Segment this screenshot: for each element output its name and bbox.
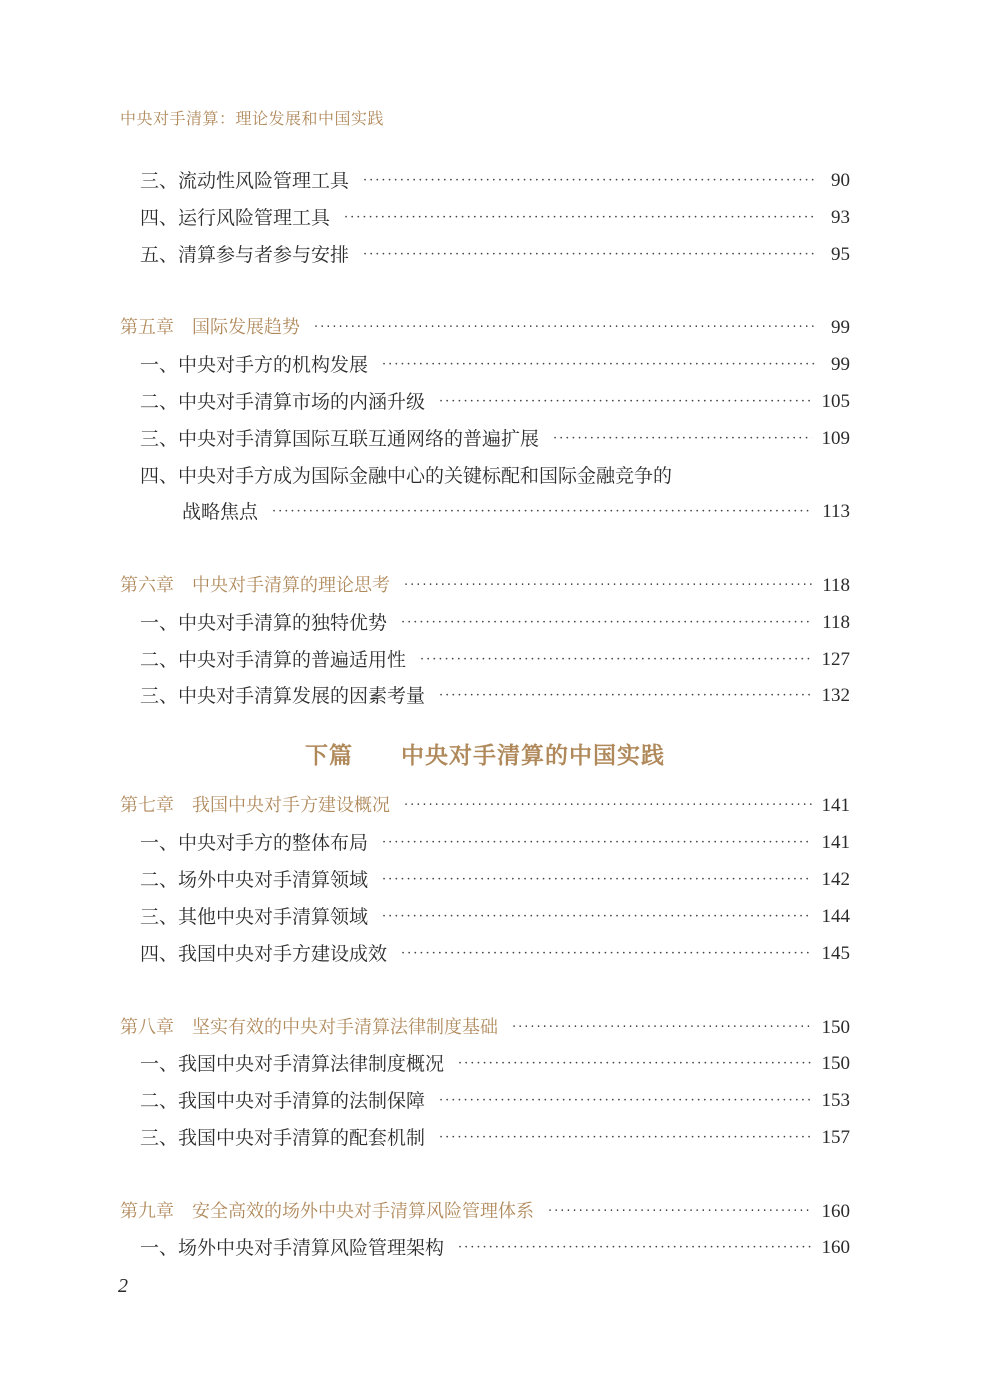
toc-entry[interactable] bbox=[120, 350, 850, 380]
toc-chapter[interactable] bbox=[120, 791, 850, 821]
toc-entry-label: 二、中央对手清算市场的内涵升级 bbox=[140, 391, 426, 413]
leader-dots bbox=[553, 424, 811, 454]
toc-entry-page: 141 bbox=[821, 795, 850, 816]
leader-dots bbox=[458, 1049, 811, 1079]
toc-entry-label: 四、我国中央对手方建设成效 bbox=[140, 943, 388, 965]
toc-entry-page: 93 bbox=[831, 207, 850, 228]
leader-dots bbox=[363, 240, 816, 270]
toc-entry[interactable] bbox=[120, 902, 850, 932]
leader-dots bbox=[382, 350, 816, 380]
toc-entry-page: 113 bbox=[822, 501, 850, 522]
toc-entry-label: 二、场外中央对手清算领域 bbox=[140, 869, 369, 891]
toc-entry-page: 150 bbox=[821, 1053, 850, 1074]
toc-entry-label: 一、我国中央对手清算法律制度概况 bbox=[140, 1053, 445, 1075]
toc-entry-page: 118 bbox=[822, 612, 850, 633]
toc-chapter[interactable] bbox=[120, 1197, 850, 1227]
leader-dots bbox=[458, 1233, 811, 1263]
leader-dots bbox=[439, 681, 811, 711]
toc-entry-label: 三、中央对手清算国际互联互通网络的普遍扩展 bbox=[140, 428, 540, 450]
toc-entry-continuation[interactable] bbox=[120, 497, 850, 527]
leader-dots bbox=[382, 865, 811, 895]
toc-entry-page: 127 bbox=[821, 649, 850, 670]
toc-entry-label: 三、中央对手清算发展的因素考量 bbox=[140, 685, 426, 707]
toc-chapter[interactable] bbox=[120, 1013, 850, 1043]
toc-chapter-label: 第七章 我国中央对手方建设概况 bbox=[120, 795, 390, 816]
leader-dots bbox=[404, 571, 812, 601]
toc-entry[interactable] bbox=[120, 387, 850, 417]
part-label: 下篇 bbox=[304, 742, 353, 769]
toc-chapter[interactable] bbox=[120, 571, 850, 601]
toc-entry-page: 109 bbox=[821, 428, 850, 449]
toc-entry[interactable] bbox=[120, 681, 850, 711]
leader-dots bbox=[344, 203, 816, 233]
toc-entry-page: 99 bbox=[831, 354, 850, 375]
leader-dots bbox=[439, 387, 811, 417]
toc-entry-page: 157 bbox=[821, 1127, 850, 1148]
toc-entry-page: 153 bbox=[821, 1090, 850, 1111]
toc-chapter-label: 第五章 国际发展趋势 bbox=[120, 317, 300, 338]
leader-dots bbox=[272, 497, 812, 527]
toc-entry-page: 160 bbox=[821, 1237, 850, 1258]
toc-entry-page: 99 bbox=[831, 317, 850, 338]
leader-dots bbox=[439, 1123, 811, 1153]
toc-chapter-label: 第六章 中央对手清算的理论思考 bbox=[120, 575, 390, 596]
toc-entry-page: 141 bbox=[821, 832, 850, 853]
leader-dots bbox=[382, 828, 811, 858]
leader-dots bbox=[548, 1197, 812, 1227]
toc-entry-label: 二、中央对手清算的普遍适用性 bbox=[140, 649, 407, 671]
toc-entry-label: 四、中央对手方成为国际金融中心的关键标配和国际金融竞争的 bbox=[140, 465, 673, 487]
toc-entry-page: 142 bbox=[821, 869, 850, 890]
toc-entry-label: 战略焦点 bbox=[182, 501, 259, 523]
toc-entry[interactable] bbox=[120, 608, 850, 638]
toc-entry[interactable] bbox=[120, 1049, 850, 1079]
toc-entry-page: 132 bbox=[821, 685, 850, 706]
toc-entry[interactable] bbox=[120, 240, 850, 270]
toc-entry[interactable] bbox=[120, 865, 850, 895]
toc-entry-label: 二、我国中央对手清算的法制保障 bbox=[140, 1090, 426, 1112]
leader-dots bbox=[404, 791, 812, 821]
leader-dots bbox=[401, 608, 812, 638]
running-header: 中央对手清算：理论发展和中国实践 bbox=[120, 109, 385, 128]
toc-entry-label: 一、中央对手方的机构发展 bbox=[140, 354, 369, 376]
toc-entry-page: 144 bbox=[821, 906, 850, 927]
toc-entry[interactable] bbox=[120, 939, 850, 969]
toc-entry-label: 四、运行风险管理工具 bbox=[140, 207, 331, 229]
leader-dots bbox=[439, 1086, 811, 1116]
toc-entry[interactable] bbox=[120, 1233, 850, 1263]
toc-entry-label: 五、清算参与者参与安排 bbox=[140, 244, 350, 266]
leader-dots bbox=[363, 166, 816, 196]
toc-entry-page: 105 bbox=[821, 391, 850, 412]
toc-entry-label: 一、中央对手方的整体布局 bbox=[140, 832, 369, 854]
toc-entry-page: 95 bbox=[831, 244, 850, 265]
toc-entry-page: 90 bbox=[831, 170, 850, 191]
leader-dots bbox=[512, 1013, 812, 1043]
toc-chapter-label: 第九章 安全高效的场外中央对手清算风险管理体系 bbox=[120, 1201, 534, 1222]
toc-entry[interactable] bbox=[120, 203, 850, 233]
toc-entry-label: 三、其他中央对手清算领域 bbox=[140, 906, 369, 928]
toc-entry[interactable] bbox=[120, 828, 850, 858]
part-title bbox=[120, 737, 850, 771]
toc-entry-label: 一、中央对手清算的独特优势 bbox=[140, 612, 388, 634]
toc-entry-label: 三、流动性风险管理工具 bbox=[140, 170, 350, 192]
toc-chapter[interactable] bbox=[120, 313, 850, 343]
leader-dots bbox=[401, 939, 811, 969]
toc-entry[interactable] bbox=[120, 1123, 850, 1153]
toc-entry-page: 145 bbox=[821, 943, 850, 964]
toc-entry[interactable] bbox=[120, 166, 850, 196]
leader-dots bbox=[314, 313, 816, 343]
toc-entry-label: 三、我国中央对手清算的配套机制 bbox=[140, 1127, 426, 1149]
toc-entry[interactable] bbox=[120, 424, 850, 454]
toc-entry[interactable] bbox=[120, 461, 850, 491]
toc-entry[interactable] bbox=[120, 645, 850, 675]
toc-entry-page: 118 bbox=[822, 575, 850, 596]
toc-entry-label: 一、场外中央对手清算风险管理架构 bbox=[140, 1237, 445, 1259]
toc-entry-page: 150 bbox=[821, 1017, 850, 1038]
toc-chapter-label: 第八章 坚实有效的中央对手清算法律制度基础 bbox=[120, 1017, 498, 1038]
page-number: 2 bbox=[118, 1275, 128, 1297]
toc-entry[interactable] bbox=[120, 1086, 850, 1116]
leader-dots bbox=[382, 902, 811, 932]
part-name: 中央对手清算的中国实践 bbox=[401, 742, 666, 769]
leader-dots bbox=[420, 645, 811, 675]
table-of-contents bbox=[120, 0, 850, 1388]
toc-entry-page: 160 bbox=[821, 1201, 850, 1222]
